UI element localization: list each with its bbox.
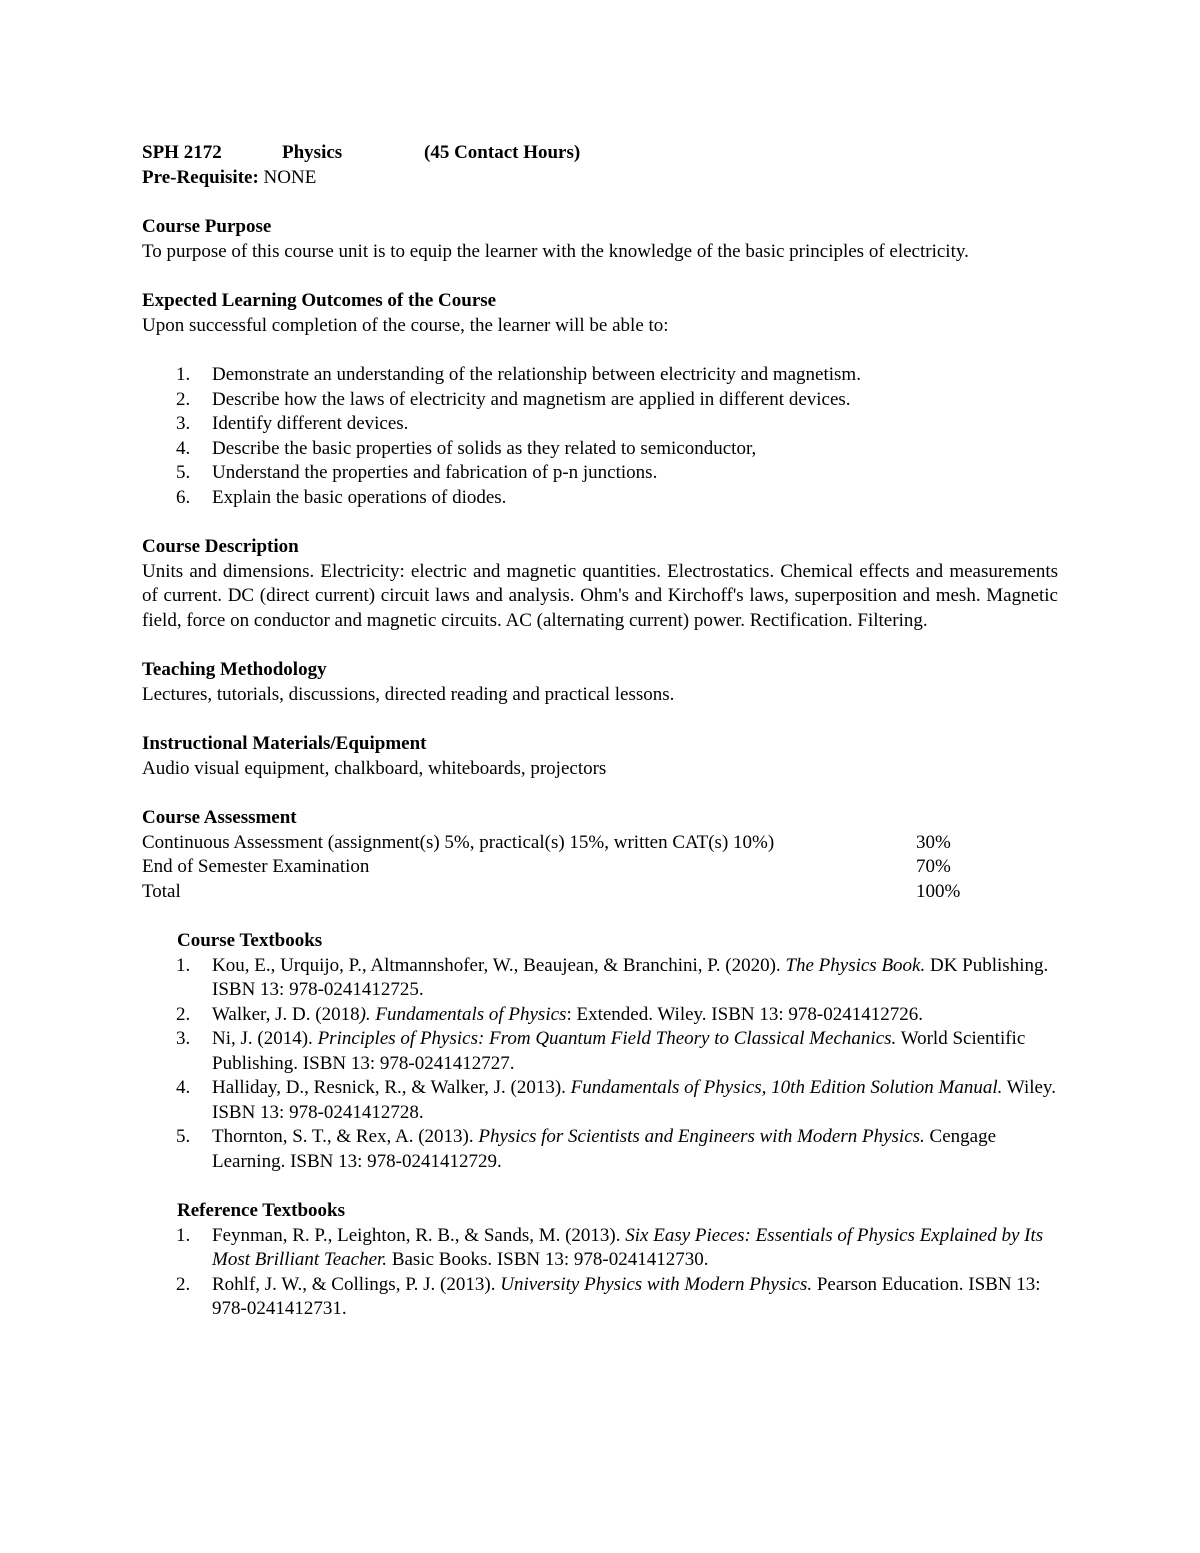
course-title: Physics [282, 142, 343, 163]
textbook-item: 2. Walker, J. D. (2018). Fundamentals of Physics: Extended. Wiley. ISBN 13: 978-0241412726. [176, 1003, 923, 1025]
outcomes-list [142, 363, 1058, 510]
reference-item: 2. Rohlf, J. W., & Collings, P. J. (2013). University Physics with Modern Physics. Pearson Education. ISBN 13: 978-0241412731. [176, 1273, 1041, 1319]
outcome-item: 4. Describe the basic properties of solids as they related to semiconductor, [176, 437, 757, 459]
outcomes-heading: Expected Learning Outcomes of the Course [142, 290, 497, 311]
outcomes-intro: Upon successful completion of the course, the learner will be able to: [142, 314, 669, 336]
materials-heading: Instructional Materials/Equipment [142, 733, 427, 754]
prereq-label: Pre-Requisite: [142, 166, 259, 188]
prereq-value: NONE [263, 166, 317, 188]
course-header [142, 141, 1058, 166]
textbook-item: 5. Thornton, S. T., & Rex, A. (2013). Physics for Scientists and Engineers with Modern Physics. Cengage Learning. ISBN 13: 978-0241412729. [176, 1126, 997, 1172]
methodology-text: Lectures, tutorials, discussions, directed reading and practical lessons. [142, 683, 675, 705]
contact-hours: (45 Contact Hours) [424, 142, 581, 163]
outcome-item: 3. Identify different devices. [176, 413, 409, 434]
course-code: SPH 2172 [142, 142, 222, 163]
outcome-item: 6. Explain the basic operations of diodes. [176, 486, 507, 508]
description-heading: Course Description [142, 536, 299, 557]
purpose-text: To purpose of this course unit is to equip the learner with the knowledge of the basic principles of electricity. [142, 240, 969, 262]
textbooks-list [142, 954, 1058, 1175]
textbooks-heading: Course Textbooks [177, 930, 323, 951]
purpose-heading: Course Purpose [142, 216, 272, 237]
assessment-row: Continuous Assessment (assignment(s) 5%, practical(s) 15%, written CAT(s) 10%) 30% [142, 831, 951, 853]
assessment-row: Total 100% [142, 880, 961, 902]
assessment-heading: Course Assessment [142, 807, 297, 828]
references-list [142, 1224, 1058, 1322]
outcome-item: 1. Demonstrate an understanding of the relationship between electricity and magnetism. [176, 364, 861, 385]
reference-item: 1. Feynman, R. P., Leighton, R. B., & Sands, M. (2013). Six Easy Pieces: Essentials of Physics Explained by Its Most Brilliant Teacher. Basic Books. ISBN 13: 978-0241412730. [176, 1224, 1044, 1270]
textbook-item: 4. Halliday, D., Resnick, R., & Walker, J. (2013). Fundamentals of Physics, 10th Edition Solution Manual. Wiley. ISBN 13: 978-0241412728. [176, 1077, 1056, 1123]
references-heading: Reference Textbooks [177, 1200, 345, 1221]
assessment-row: End of Semester Examination 70% [142, 856, 951, 877]
materials-text: Audio visual equipment, chalkboard, whiteboards, projectors [142, 757, 607, 779]
course-outline-page [142, 141, 1058, 1322]
textbook-item: 3. Ni, J. (2014). Principles of Physics: From Quantum Field Theory to Classical Mechanics. World Scientific Publishing. ISBN 13: 978-0241412727. [176, 1028, 1026, 1074]
textbook-item: 1. Kou, E., Urquijo, P., Altmannshofer, W., Beaujean, & Branchini, P. (2020). The Physics Book. DK Publishing. ISBN 13: 978-0241412725. [176, 954, 1049, 1000]
outcome-item: 5. Understand the properties and fabrication of p-n junctions. [176, 462, 658, 483]
methodology-heading: Teaching Methodology [142, 659, 327, 680]
prerequisite-line [142, 166, 1058, 191]
outcome-item: 2. Describe how the laws of electricity and magnetism are applied in different devices. [176, 388, 851, 410]
description-text: Units and dimensions. Electricity: electric and magnetic quantities. Electrostatics. Chemical effects and measurements of current. DC (direct current) circuit laws and analysis. Ohm's and Kirchoff's laws, superposition and mesh. Magnetic field, force on conductor and magnetic circuits. AC (alternating current) power. Rectification. Filtering. [142, 560, 1058, 631]
